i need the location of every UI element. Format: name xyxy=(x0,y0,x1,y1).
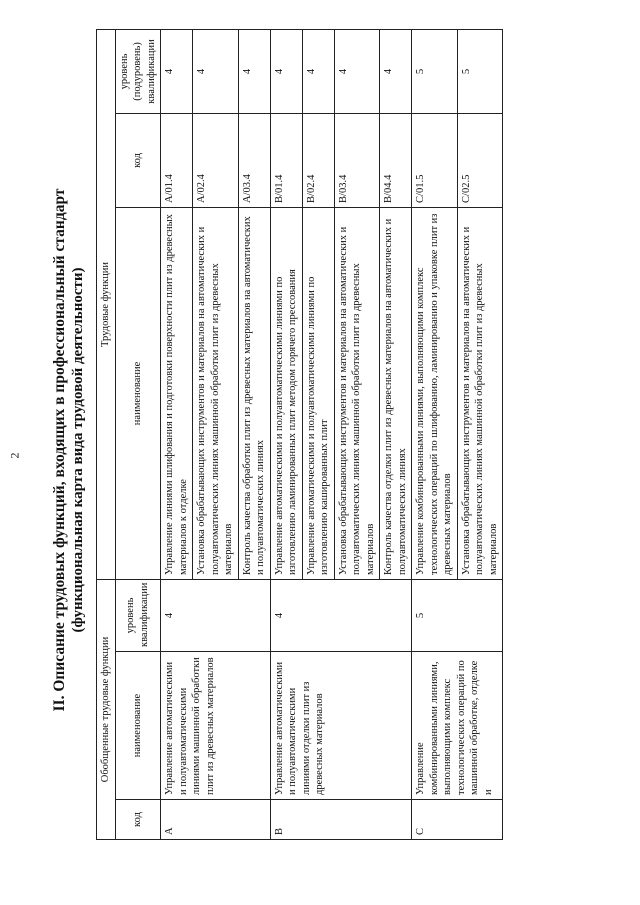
col-function-name-header: наименование xyxy=(115,207,161,579)
function-name: Управление линиями шлифования и подготовки поверхности плит из древесных материалов к отделке xyxy=(161,207,193,579)
group-name: Управление автоматическими и полуавтоматическими линиями отделки плит из древесных материалов xyxy=(270,652,412,800)
rotated-page-content xyxy=(50,30,610,870)
function-name: Установка обрабатывающих инструментов и материалов на автоматических и полуавтоматических линиях машинной обработки плит из древесных материалов xyxy=(457,207,503,579)
function-code: B/04.4 xyxy=(380,113,412,207)
group-code: C xyxy=(412,800,503,840)
function-level: 4 xyxy=(238,29,270,113)
function-code: A/02.4 xyxy=(193,113,239,207)
col-sublevel-header: уровень (подуровень) квалификации xyxy=(115,29,161,113)
group-name: Управление автоматическими и полуавтоматическими линиями машинной обработки плит из древесных материалов xyxy=(161,652,271,800)
function-name: Контроль качества обработки плит из древесных материалов на автоматических и полуавтоматических линиях xyxy=(238,207,270,579)
function-code: C/02.5 xyxy=(457,113,503,207)
functions-table xyxy=(96,29,503,840)
function-code: A/03.4 xyxy=(238,113,270,207)
function-level: 4 xyxy=(302,29,334,113)
group-level: 4 xyxy=(270,579,412,651)
group-code: A xyxy=(161,800,271,840)
function-level: 4 xyxy=(161,29,193,113)
function-code: B/03.4 xyxy=(334,113,380,207)
col-level-header: уровень квалификации xyxy=(115,579,161,651)
function-level: 4 xyxy=(334,29,380,113)
title-block xyxy=(50,30,88,870)
page-subtitle: (функциональная карта вида трудовой деятельности) xyxy=(70,267,86,633)
function-name: Установка обрабатывающих инструментов и материалов на автоматических и полуавтоматических линиях машинной обработки плит из древесных материалов xyxy=(193,207,239,579)
table-row xyxy=(412,29,458,839)
group-level: 4 xyxy=(161,579,271,651)
function-level: 4 xyxy=(380,29,412,113)
page-title: II. Описание трудовых функций, входящих в профессиональный стандарт xyxy=(51,188,68,712)
function-name: Управление комбинированными линиями, выполняющими комплекс технологических операций по шлифованию, ламинированию и упаковке плит из древесных материалов xyxy=(412,207,458,579)
function-name: Управление автоматическими и полуавтоматическими линиями по изготовлению ламинированных плит методом горячего прессования xyxy=(270,207,302,579)
function-code: C/01.5 xyxy=(412,113,458,207)
function-level: 4 xyxy=(270,29,302,113)
col-function-code-header: код xyxy=(115,113,161,207)
group-name: Управление комбинированными линиями, выполняющими комплекс технологических операций по машинной обработке, отделке и xyxy=(412,652,503,800)
function-code: B/01.4 xyxy=(270,113,302,207)
group-code: B xyxy=(270,800,412,840)
function-name: Установка обрабатывающих инструментов и материалов на автоматических и полуавтоматических линиях машинной обработки плит из древесных материалов xyxy=(334,207,380,579)
generalized-functions-header: Обобщенные трудовые функции xyxy=(97,579,116,839)
function-level: 5 xyxy=(412,29,458,113)
group-level: 5 xyxy=(412,579,503,651)
function-level: 5 xyxy=(457,29,503,113)
function-code: B/02.4 xyxy=(302,113,334,207)
function-name: Контроль качества отделки плит из древесных материалов на автоматических и полуавтоматических линиях xyxy=(380,207,412,579)
function-level: 4 xyxy=(193,29,239,113)
col-code-header: код xyxy=(115,800,161,840)
col-name-header: наименование xyxy=(115,652,161,800)
page-number: 2 xyxy=(7,452,22,459)
table-row xyxy=(161,29,193,839)
function-code: A/01.4 xyxy=(161,113,193,207)
labor-functions-header: Трудовые функции xyxy=(97,29,116,579)
table-row xyxy=(270,29,302,839)
function-name: Управление автоматическими и полуавтоматическими линиями по изготовлению кашированных плит xyxy=(302,207,334,579)
